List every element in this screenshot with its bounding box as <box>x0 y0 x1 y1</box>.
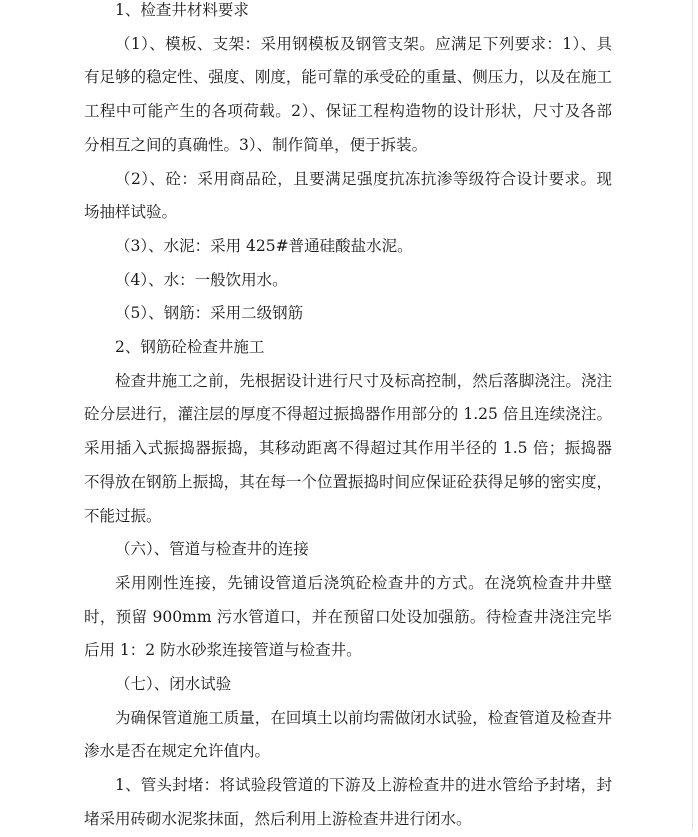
page-edge-divider <box>692 0 693 830</box>
paragraph-water: （4）、水：一般饮用水。 <box>115 270 288 289</box>
heading-pipe-connection: （六）、管道与检查井的连接 <box>115 540 309 559</box>
heading-water-closure-test: （七）、闭水试验 <box>115 675 232 694</box>
paragraph-concrete: （2）、砼：采用商品砼，且要满足强度抗冻抗渗等级符合设计要求。现场抽样试验。 <box>84 169 612 222</box>
paragraph-test-purpose: 为确保管道施工质量，在回填土以前均需做闭水试验，检查管道及检查井渗水是否在规定允许值内。 <box>84 708 612 761</box>
paragraph-pipe-plugging: 1、管头封堵：将试验段管道的下游及上游检查井的进水管给予封堵，封堵采用砖砌水泥浆抹面，然后利用上游检查井进行闭水。 <box>84 776 612 828</box>
paragraph-pouring: 检查井施工之前，先根据设计进行尺寸及标高控制，然后落脚浇注。浇注砼分层进行，灌注层的厚度不得超过振捣器作用部分的 1.25 倍且连续浇注。采用插入式振捣器振捣，其移动距离不得超过其作用半径的 1.5 倍；振捣器不得放在钢筋上振捣，其在每一个位置振捣时间应保证砼获得足够的密实度，不能过振。 <box>84 371 612 525</box>
paragraph-cement: （3）、水泥：采用 425#普通硅酸盐水泥。 <box>115 236 413 255</box>
heading-manhole-construction: 2、钢筋砼检查井施工 <box>115 338 265 357</box>
paragraph-rigid-connection: 采用刚性连接，先铺设管道后浇筑砼检查井的方式。在浇筑检查井井壁时，预留 900mm 污水管道口，并在预留口处设加强筋。待检查井浇注完毕后用 1：2 防水砂浆连接管道与检查井。 <box>84 573 612 660</box>
document-body <box>84 0 612 837</box>
heading-manhole-materials: 1、检查井材料要求 <box>115 1 249 19</box>
paragraph-rebar: （5）、钢筋：采用二级钢筋 <box>115 304 304 323</box>
paragraph-formwork: （1）、模板、支架：采用钢模板及钢管支架。应满足下列要求：1）、具有足够的稳定性、强度、刚度，能可靠的承受砼的重量、侧压力，以及在施工工程中可能产生的各项荷载。2）、保证工程构造物的设计形状，尺寸及各部分相互之间的真确性。3）、制作简单，便于拆装。 <box>84 34 612 154</box>
